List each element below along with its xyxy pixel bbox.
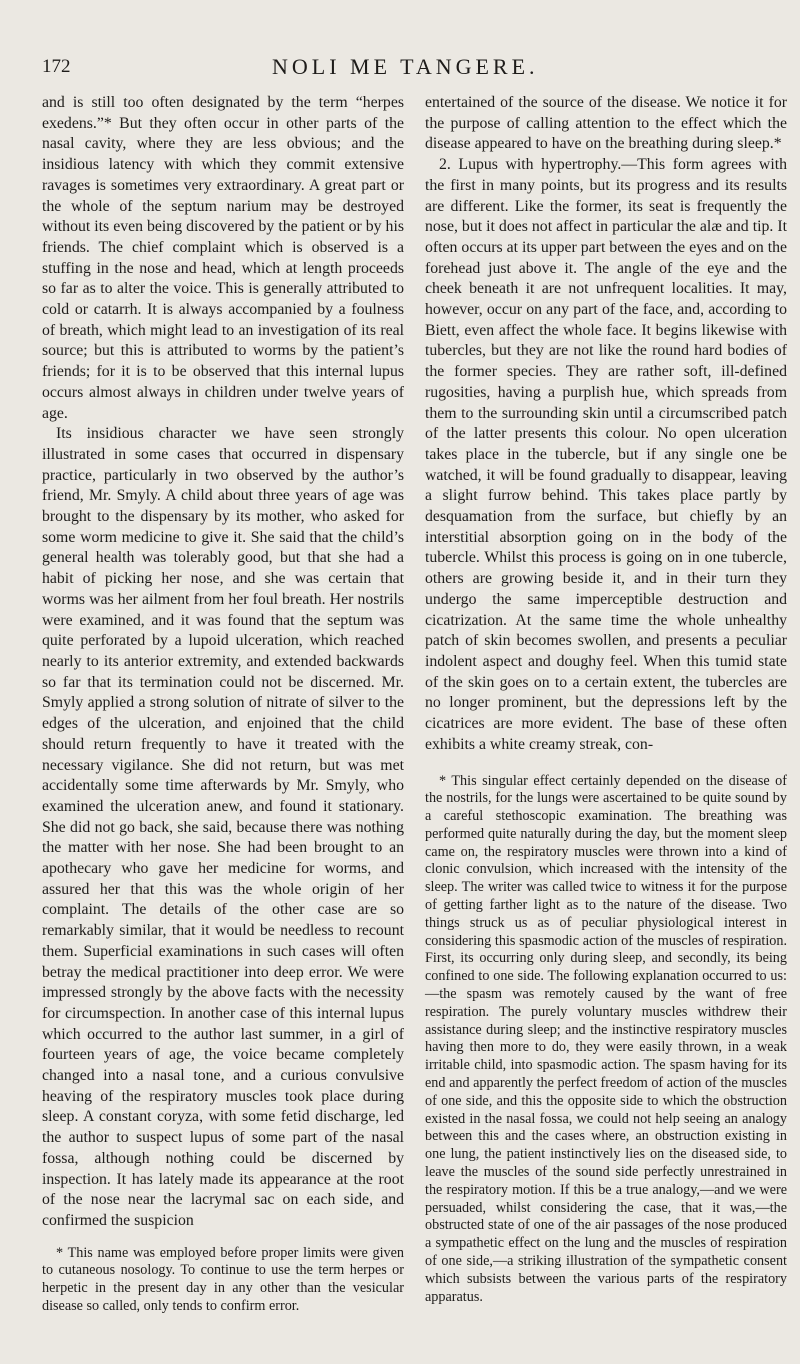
page-header (42, 56, 790, 86)
page-number: 172 (42, 56, 71, 77)
running-title: NOLI ME TANGERE. (272, 54, 539, 79)
footnote: * This name was employed before proper limits were given to cutaneous nosology. To continue to use the term herpes or herpetic in the present day in any other than the vesicular disease so called, only tends to confirm error. (42, 1244, 404, 1315)
text-columns (42, 93, 787, 1316)
footnote: * This singular effect certainly depended on the disease of the nostrils, for the lungs were ascertained to be quite sound by a careful stethoscopic examination. The breathing was performed quite naturally during the day, but the moment sleep came on, the respiratory muscles were thrown into a kind of clonic convulsion, which increased with the intensity of the sleep. The writer was called twice to witness it for the purpose of getting farther light as to the nature of the disease. Two things struck us as of peculiar physiological interest in considering this spasmodic action of the muscles of respiration. First, its occurring only during sleep, and secondly, its being confined to one side. The following explanation occurred to us:—the spasm was remotely caused by the want of free respiration. The purely voluntary muscles withdrew their assistance during sleep; and the instinctive respiratory muscles having then more to do, they were easily thrown, in a weak irritable child, into spasmodic action. The spasm having for its end and apparently the perfect freedom of action of the muscles of one side, and this the opposite side to which the obstruction existed in the nasal fossa, we could not help seeing an analogy between this and the cases where, an obstruction existing in one lung, the patient instinctively lies on the diseased side, to leave the muscles of the sound side perfectly unrestrained in the respiratory motion. If this be a true analogy,—and we were persuaded, whilst considering the case, that it was,—the obstructed state of one of the air passages of the nose produced a sympathetic effect on the lung and the muscles of respiration of one side,—a striking illustration of the sympathetic consent which subsists between the various parts of the respiratory apparatus. (425, 772, 787, 1305)
body-paragraph: entertained of the source of the disease. We notice it for the purpose of calling attention to the effect which the disease appeared to have on the breathing during sleep.* (425, 94, 787, 153)
body-paragraph: 2. Lupus with hypertrophy.—This form agrees with the first in many points, but its progress and its results are different. Like the former, its seat is frequently the nose, but it does not affect in particular the alæ and tip. It often occurs at its upper part between the eyes and on the forehead just above it. The angle of the eye and the cheek beneath it are not unfrequent localities. It may, however, occur on any part of the face, and, according to Biett, even affect the whole face. It begins likewise with tubercles, but they are not like the round hard bodies of the former species. They are rather soft, ill-defined rugosities, having a purplish hue, which spreads from them to the surrounding skin until a circumscribed patch of the latter presents this colour. No open ulceration takes place in the tubercle, but if any single one be watched, it will be found gradually to disappear, leaving a slight furrow behind. This takes place partly by desquamation from the surface, but chiefly by an interstitial absorption going on in the body of the tubercle. Whilst this process is going on in one tubercle, others are growing beside it, and in their turn they undergo the same imperceptible destruction and cicatrization. At the same time the whole unhealthy patch of skin becomes swollen, and presents a peculiar indolent aspect and doughy feel. When this tumid state of the skin goes on to a certain extent, the tubercles are no longer prominent, but the depressions left by the cicatrices are more evident. The base of these often exhibits a white creamy streak, con- (425, 156, 787, 753)
right-column (425, 93, 787, 1316)
left-column (42, 93, 404, 1316)
body-paragraph: and is still too often designated by the term “herpes exedens.”* But they often occur in other parts of the nasal cavity, where they are less obvious; and the insidious latency with which they commit extensive ravages is sometimes very extraordinary. A great part or the whole of the septum narium may be destroyed without its even being discovered by the patient or by his friends. The chief complaint which is observed is a stuffing in the nose and head, which at length proceeds so far as to alter the voice. This is generally attributed to cold or catarrh. It is always accompanied by a foulness of breath, which might lead to an investigation of its real source; but this is attributed to worms by the patient’s friends; for it is to be observed that this internal lupus occurs almost always in children under twelve years of age. (42, 94, 404, 422)
body-paragraph: Its insidious character we have seen strongly illustrated in some cases that occurred in dispensary practice, particularly in two observed by the author’s friend, Mr. Smyly. A child about three years of age was brought to the dispensary by its mother, who asked for some worm medicine to give it. She said that the child’s general health was tolerably good, but that she had a habit of picking her nose, and she was certain that worms was her ailment from her foul breath. Her nostrils were examined, and it was found that the septum was quite perforated by a lupoid ulceration, which reached nearly to its anterior extremity, and extended backwards so far that its termination could not be discerned. Mr. Smyly applied a strong solution of nitrate of silver to the edges of the ulceration, and enjoined that the child should return frequently to have it treated with the necessary vigilance. She did not return, but was met accidentally some time afterwards by Mr. Smyly, who examined the ulceration anew, and found it stationary. She did not go back, she said, because there was nothing the matter with her nose. She had been brought to an apothecary who gave her medicine for worms, and assured her that this was the whole origin of her complaint. The details of the other case are so remarkably similar, that it would be needless to recount them. Superficial examinations in such cases will often betray the medical practitioner into deep error. We were impressed strongly by the above facts with the necessity for circumspection. In another case of this internal lupus which occurred to the author last summer, in a girl of fourteen years of age, the voice became completely changed into a nasal tone, and a curious convulsive heaving of the respiratory muscles took place during sleep. A constant coryza, with some fetid discharge, led the author to suspect lupus of some part of the nasal fossa, although nothing could be discerned by inspection. It has lately made its appearance at the root of the nose near the lacrymal sac on each side, and confirmed the suspicion (42, 425, 404, 1229)
